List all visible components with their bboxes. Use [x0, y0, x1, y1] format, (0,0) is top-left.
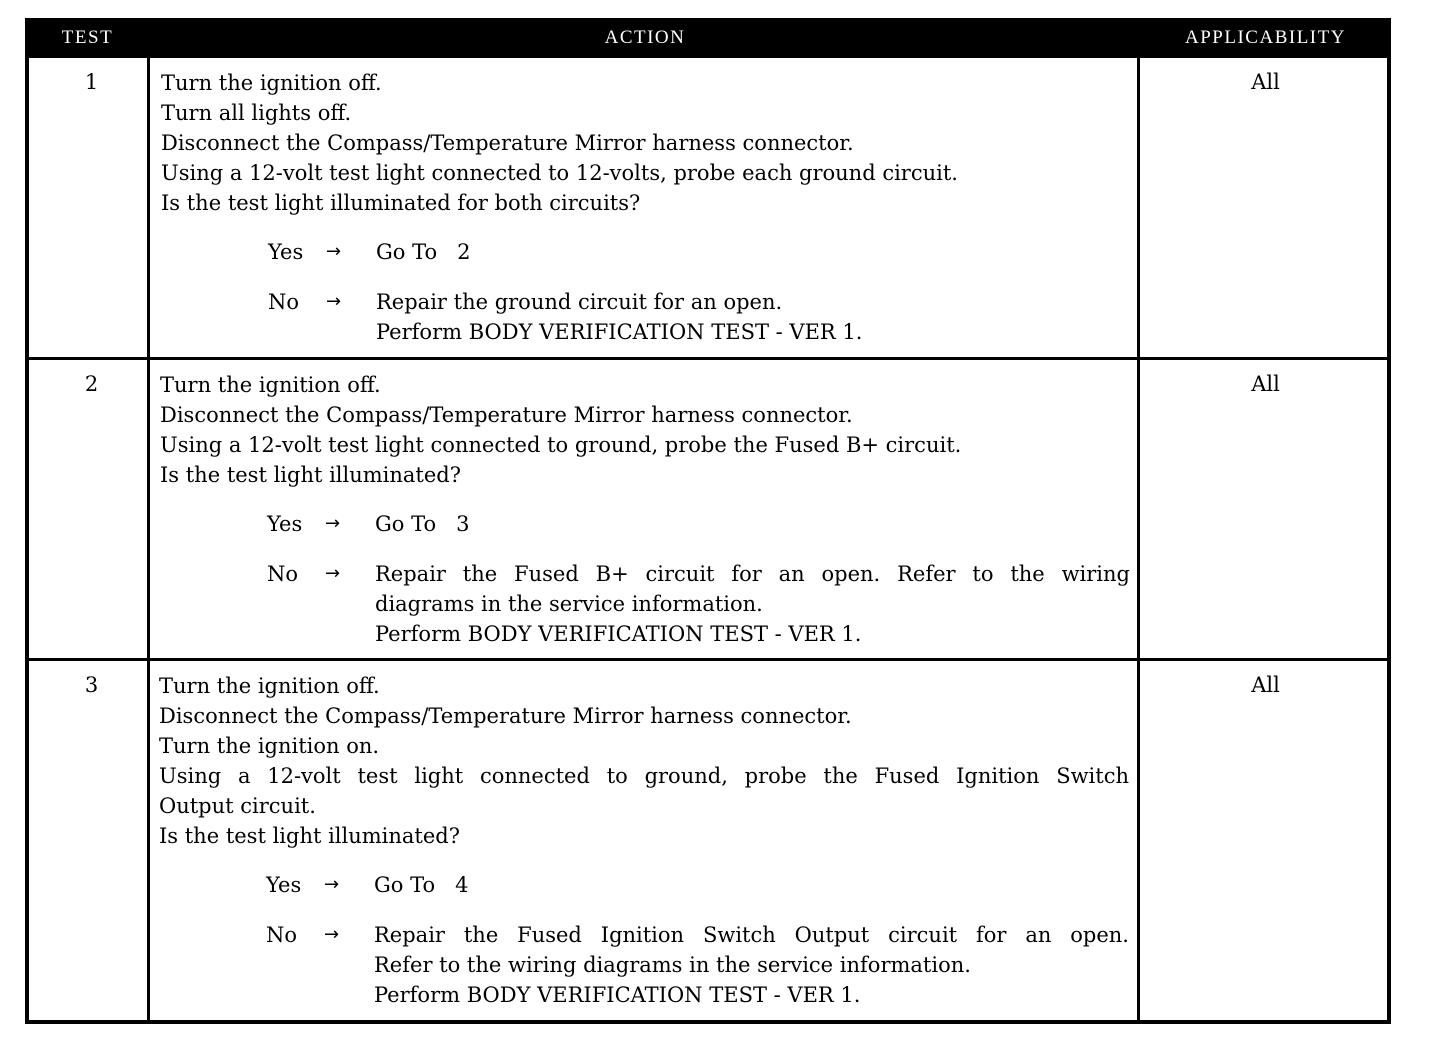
yes-branch: [160, 509, 1130, 539]
no-label: No: [268, 290, 300, 314]
applicability-value: All: [1251, 673, 1280, 697]
yes-result: Go To 4: [374, 873, 469, 897]
yes-result: Go To 3: [375, 512, 470, 536]
yes-branch: [161, 237, 1131, 267]
action-cell: [160, 370, 1130, 649]
table-row: [29, 58, 1387, 357]
action-step: Turn the ignition off.: [159, 674, 380, 698]
action-cell: [161, 68, 1131, 347]
no-branch: [161, 287, 1131, 347]
answer-block: [160, 509, 1130, 649]
yes-label: Yes: [266, 873, 302, 897]
applicability-value: All: [1251, 372, 1280, 396]
yes-label: Yes: [268, 240, 304, 264]
no-result-line: Repair the Fused Ignition Switch Output circuit for an open.: [374, 923, 1129, 947]
action-step: Turn the ignition off.: [160, 373, 381, 397]
test-number: 1: [84, 70, 99, 94]
test-number: 2: [84, 372, 99, 396]
no-result-line: diagrams in the service information.: [375, 592, 763, 616]
action-step: Disconnect the Compass/Temperature Mirror harness connector.: [160, 403, 853, 427]
table-header: [25, 18, 1391, 58]
arrow-right-icon: →: [326, 241, 342, 262]
action-step: Turn the ignition off.: [161, 71, 382, 95]
no-result-line: Refer to the wiring diagrams in the service information.: [374, 953, 971, 977]
action-step: Is the test light illuminated for both circuits?: [161, 191, 641, 215]
action-step: Using a 12-volt test light connected to ground, probe the Fused Ignition Switch: [159, 764, 1129, 788]
no-label: No: [267, 562, 299, 586]
action-step: Output circuit.: [159, 794, 316, 818]
header-action: ACTION: [604, 27, 686, 48]
arrow-right-icon: →: [324, 924, 340, 945]
arrow-right-icon: →: [324, 874, 340, 895]
answer-block: [161, 237, 1131, 347]
table-row: [29, 360, 1387, 658]
arrow-right-icon: →: [325, 513, 341, 534]
no-result-line: Repair the Fused B+ circuit for an open. Refer to the wiring: [375, 562, 1130, 586]
header-test: TEST: [61, 27, 114, 48]
yes-result: Go To 2: [376, 240, 471, 264]
action-step: Disconnect the Compass/Temperature Mirror harness connector.: [159, 704, 852, 728]
action-step: Using a 12-volt test light connected to ground, probe the Fused B+ circuit.: [160, 433, 962, 457]
action-step: Using a 12-volt test light connected to 12-volts, probe each ground circuit.: [161, 161, 958, 185]
no-result-line: Perform BODY VERIFICATION TEST - VER 1.: [374, 983, 861, 1007]
action-step: Turn the ignition on.: [159, 734, 380, 758]
header-applicability: APPLICABILITY: [1185, 27, 1346, 48]
yes-label: Yes: [267, 512, 303, 536]
no-label: No: [266, 923, 298, 947]
action-step: Disconnect the Compass/Temperature Mirror harness connector.: [161, 131, 854, 155]
answer-block: [159, 870, 1129, 1010]
no-branch: [159, 920, 1129, 1010]
no-result-line: Perform BODY VERIFICATION TEST - VER 1.: [376, 320, 863, 344]
action-cell: [159, 671, 1129, 1010]
test-number: 3: [84, 673, 99, 697]
arrow-right-icon: →: [326, 291, 342, 312]
action-step: Is the test light illuminated?: [160, 463, 462, 487]
applicability-value: All: [1251, 70, 1280, 94]
table-row: [29, 661, 1387, 1020]
no-branch: [160, 559, 1130, 649]
yes-branch: [159, 870, 1129, 900]
action-step: Is the test light illuminated?: [159, 824, 461, 848]
arrow-right-icon: →: [325, 563, 341, 584]
no-result-line: Perform BODY VERIFICATION TEST - VER 1.: [375, 622, 862, 646]
action-step: Turn all lights off.: [161, 101, 352, 125]
diagnostic-test-table: [25, 18, 1391, 1024]
no-result-line: Repair the ground circuit for an open.: [376, 290, 783, 314]
